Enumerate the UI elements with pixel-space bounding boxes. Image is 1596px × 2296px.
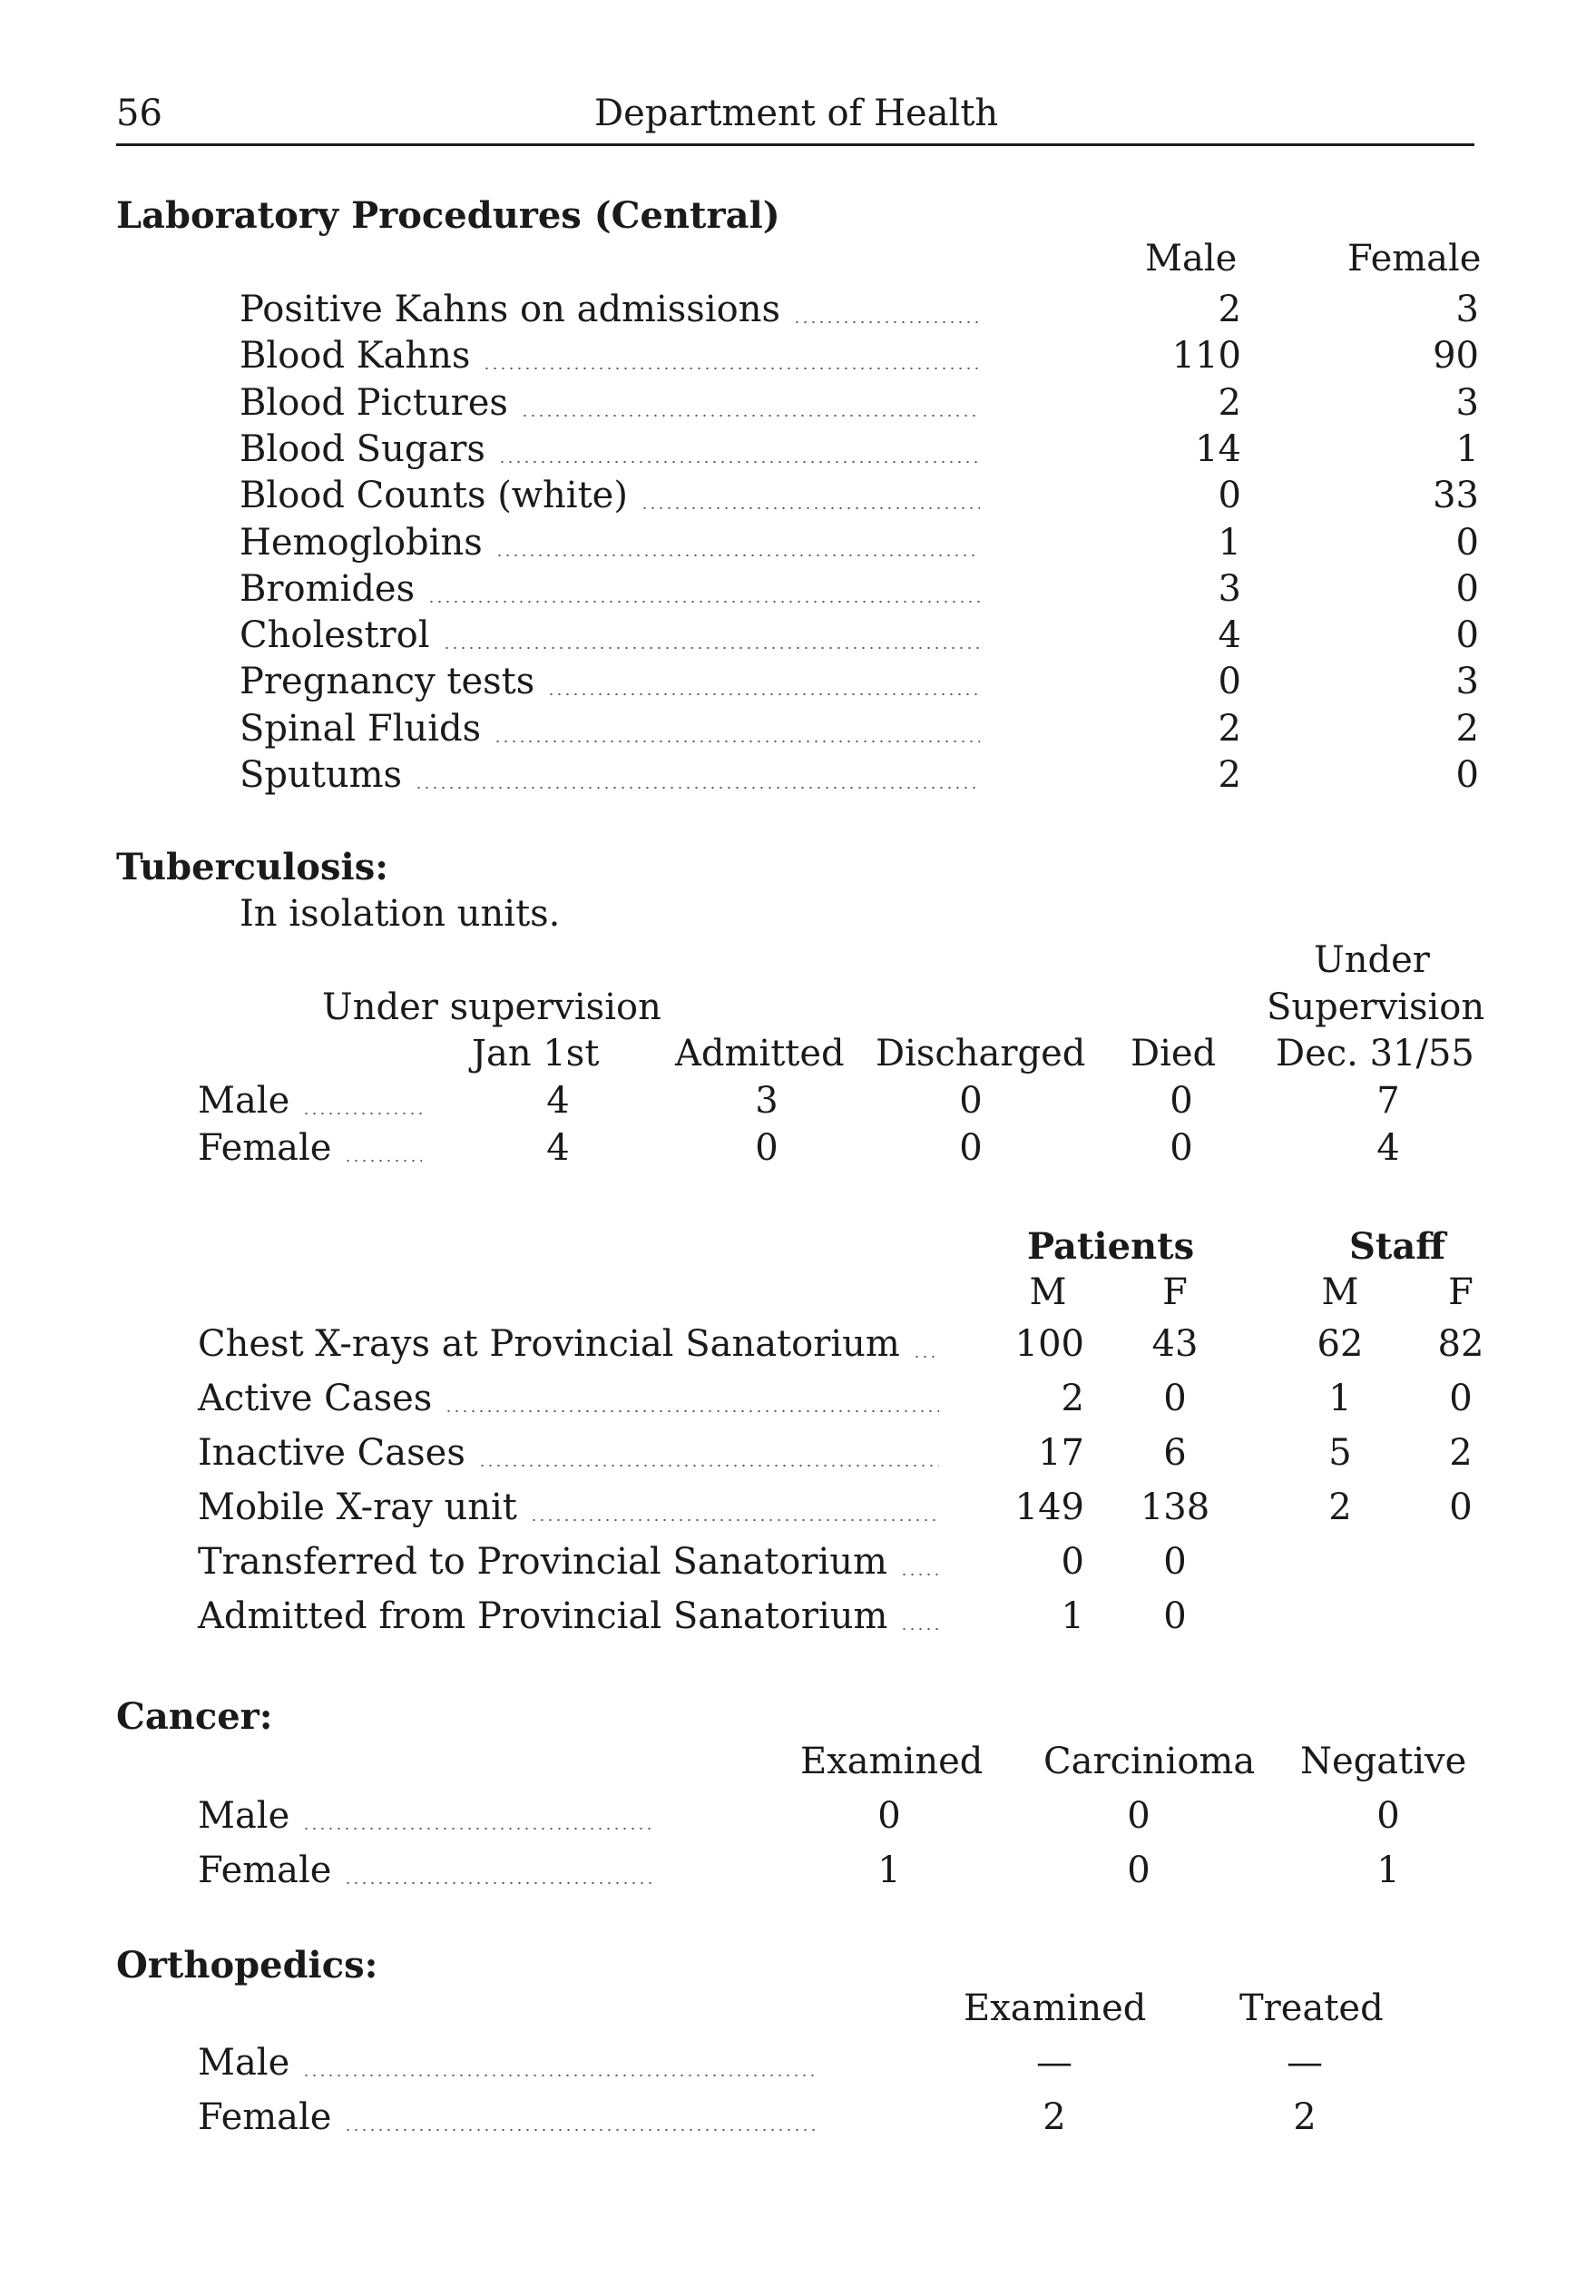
- xray-row-staff-f: 0: [1449, 1378, 1473, 1419]
- xray-row-label: Transferred to Provincial Sanatorium: [198, 1541, 887, 1583]
- lab-col-female: Female: [1347, 238, 1482, 280]
- cancer-section-title: Cancer:: [116, 1695, 273, 1738]
- tb-row-label: Female: [198, 1127, 332, 1169]
- xray-row-staff-m: 2: [1328, 1487, 1352, 1528]
- tb-head-under: Under: [1314, 939, 1430, 981]
- lab-row-female: 0: [1455, 568, 1479, 610]
- lab-row-male: 2: [1218, 382, 1241, 424]
- lab-row-male: 1: [1218, 522, 1241, 564]
- lab-row-label: Pregnancy tests: [240, 661, 535, 702]
- xray-row-staff-f: 82: [1437, 1323, 1484, 1365]
- xray-row-patients-f: 138: [1140, 1487, 1210, 1528]
- xray-row-patients-f: 43: [1151, 1323, 1199, 1365]
- ortho-row-treated: —: [1287, 2042, 1323, 2084]
- tb-row-died: 0: [1170, 1080, 1193, 1122]
- xray-row-staff-f: 0: [1449, 1487, 1473, 1528]
- lab-row-female: 0: [1455, 614, 1479, 656]
- cancer-head-negative: Negative: [1300, 1741, 1467, 1782]
- xray-head-patients-f: F: [1162, 1271, 1188, 1313]
- leader-dots: [641, 507, 980, 509]
- tb-row-discharged: 0: [959, 1080, 983, 1122]
- lab-row-male: 2: [1218, 708, 1241, 750]
- xray-row-patients-m: 100: [1014, 1323, 1084, 1365]
- tb-section-title: Tuberculosis:: [116, 846, 388, 888]
- lab-row-male: 14: [1195, 428, 1241, 470]
- lab-row-male: 2: [1218, 754, 1241, 796]
- xray-head-staff-f: F: [1448, 1271, 1474, 1313]
- xray-row-staff-m: 1: [1328, 1378, 1352, 1419]
- lab-row-label: Blood Sugars: [240, 428, 485, 470]
- tb-head-supervision: Supervision: [1267, 986, 1485, 1028]
- lab-row-male: 2: [1218, 289, 1241, 330]
- tb-row-dec: 7: [1376, 1080, 1400, 1122]
- lab-row-female: 3: [1455, 382, 1479, 424]
- ortho-row-treated: 2: [1293, 2096, 1317, 2138]
- leader-dots: [530, 1519, 939, 1521]
- xray-row-patients-m: 149: [1014, 1487, 1084, 1528]
- tb-row-admitted: 3: [755, 1080, 778, 1122]
- lab-row-male: 0: [1218, 661, 1241, 702]
- ortho-section-title: Orthopedics:: [116, 1944, 378, 1987]
- leader-dots: [445, 1410, 939, 1412]
- cancer-row-negative: 1: [1376, 1850, 1400, 1891]
- cancer-row-label: Female: [198, 1850, 332, 1891]
- cancer-head-examined: Examined: [800, 1741, 984, 1782]
- ortho-row-examined: 2: [1043, 2096, 1066, 2138]
- xray-head-staff: Staff: [1349, 1225, 1446, 1268]
- ortho-row-label: Female: [198, 2096, 332, 2138]
- tb-head-jan: Jan 1st: [472, 1033, 600, 1074]
- lab-row-label: Blood Kahns: [240, 335, 471, 377]
- lab-row-female: 2: [1455, 708, 1479, 750]
- xray-head-patients-m: M: [1029, 1271, 1067, 1313]
- cancer-head-carcinoma: Carcinioma: [1043, 1741, 1256, 1782]
- ortho-head-examined: Examined: [964, 1987, 1147, 2029]
- lab-row-female: 0: [1455, 754, 1479, 796]
- lab-row-label: Hemoglobins: [240, 522, 483, 564]
- tb-head-admitted: Admitted: [675, 1033, 845, 1074]
- xray-row-patients-f: 6: [1163, 1432, 1187, 1474]
- lab-row-label: Bromides: [240, 568, 416, 610]
- ortho-head-treated: Treated: [1239, 1987, 1384, 2029]
- lab-row-female: 3: [1455, 661, 1479, 702]
- lab-row-label: Blood Counts (white): [240, 475, 628, 516]
- xray-head-patients: Patients: [1027, 1225, 1195, 1268]
- leader-dots: [344, 1882, 651, 1884]
- tb-row-jan: 4: [546, 1127, 570, 1169]
- tb-row-dec: 4: [1376, 1127, 1400, 1169]
- cancer-row-negative: 0: [1376, 1795, 1400, 1837]
- xray-row-label: Chest X-rays at Provincial Sanatorium: [198, 1323, 900, 1365]
- cancer-row-label: Male: [198, 1795, 290, 1837]
- xray-row-staff-m: 62: [1317, 1323, 1364, 1365]
- xray-row-patients-f: 0: [1163, 1595, 1187, 1637]
- leader-dots: [302, 1113, 422, 1114]
- ortho-row-examined: —: [1036, 2042, 1072, 2084]
- tb-subtitle: In isolation units.: [240, 893, 561, 935]
- lab-row-label: Positive Kahns on admissions: [240, 289, 780, 330]
- leader-dots: [793, 321, 980, 323]
- tb-head-dec: Dec. 31/55: [1276, 1033, 1474, 1074]
- lab-row-male: 3: [1218, 568, 1241, 610]
- tb-row-discharged: 0: [959, 1127, 983, 1169]
- leader-dots: [427, 601, 980, 603]
- lab-col-male: Male: [1145, 238, 1238, 280]
- xray-row-patients-m: 17: [1038, 1432, 1084, 1474]
- tb-head-died: Died: [1131, 1033, 1217, 1074]
- tb-row-label: Male: [198, 1080, 290, 1122]
- lab-row-label: Cholestrol: [240, 614, 430, 656]
- lab-row-label: Sputums: [240, 754, 403, 796]
- lab-row-label: Spinal Fluids: [240, 708, 482, 750]
- lab-row-male: 110: [1171, 335, 1241, 377]
- xray-row-patients-f: 0: [1163, 1378, 1187, 1419]
- leader-dots: [478, 1465, 939, 1467]
- lab-row-label: Blood Pictures: [240, 382, 508, 424]
- tb-row-died: 0: [1170, 1127, 1193, 1169]
- lab-row-female: 0: [1455, 522, 1479, 564]
- cancer-row-carcinoma: 0: [1127, 1850, 1150, 1891]
- xray-row-patients-m: 0: [1061, 1541, 1084, 1583]
- xray-row-label: Inactive Cases: [198, 1432, 465, 1474]
- xray-row-staff-m: 5: [1328, 1432, 1352, 1474]
- leader-dots: [302, 1828, 651, 1830]
- lab-section-title: Laboratory Procedures (Central): [116, 194, 780, 237]
- cancer-row-carcinoma: 0: [1127, 1795, 1150, 1837]
- xray-row-label: Admitted from Provincial Sanatorium: [198, 1595, 888, 1637]
- tb-row-jan: 4: [546, 1080, 570, 1122]
- page-number: 56: [116, 93, 162, 134]
- lab-row-female: 90: [1433, 335, 1479, 377]
- leader-dots: [498, 461, 980, 463]
- leader-dots: [344, 1160, 422, 1162]
- cancer-row-examined: 1: [877, 1850, 901, 1891]
- leader-dots: [344, 2129, 817, 2131]
- leader-dots: [302, 2075, 817, 2076]
- leader-dots: [547, 693, 980, 695]
- lab-row-female: 1: [1455, 428, 1479, 470]
- leader-dots: [495, 554, 980, 556]
- leader-dots: [443, 647, 980, 649]
- xray-row-patients-m: 1: [1061, 1595, 1084, 1637]
- leader-dots: [483, 368, 980, 369]
- xray-row-patients-m: 2: [1061, 1378, 1084, 1419]
- leader-dots: [521, 415, 980, 417]
- page-title: Department of Health: [594, 93, 999, 134]
- leader-dots: [900, 1628, 939, 1630]
- lab-row-male: 0: [1218, 475, 1241, 516]
- tb-head-under-supervision: Under supervision: [322, 986, 661, 1028]
- xray-row-staff-f: 2: [1449, 1432, 1473, 1474]
- xray-row-patients-f: 0: [1163, 1541, 1187, 1583]
- xray-row-label: Mobile X-ray unit: [198, 1487, 517, 1528]
- leader-dots: [494, 741, 980, 742]
- ortho-row-label: Male: [198, 2042, 290, 2084]
- xray-head-staff-m: M: [1321, 1271, 1359, 1313]
- xray-row-label: Active Cases: [198, 1378, 433, 1419]
- lab-row-female: 33: [1433, 475, 1479, 516]
- lab-row-male: 4: [1218, 614, 1241, 656]
- header-rule: [116, 143, 1474, 146]
- tb-head-discharged: Discharged: [876, 1033, 1086, 1074]
- leader-dots: [900, 1574, 939, 1575]
- cancer-row-examined: 0: [877, 1795, 901, 1837]
- tb-row-admitted: 0: [755, 1127, 778, 1169]
- leader-dots: [415, 787, 980, 789]
- leader-dots: [913, 1356, 939, 1358]
- lab-row-female: 3: [1455, 289, 1479, 330]
